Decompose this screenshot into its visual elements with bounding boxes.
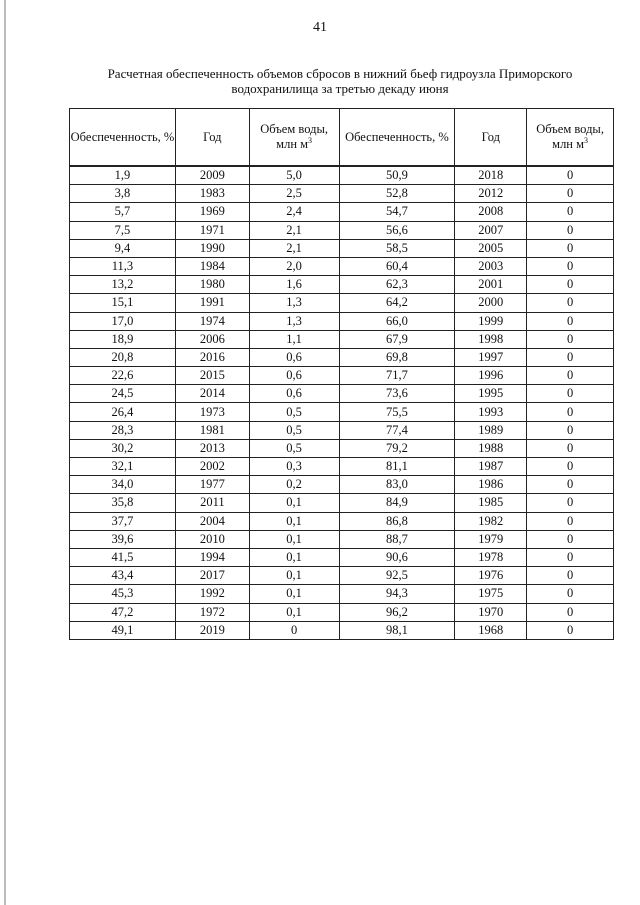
table-row	[70, 330, 614, 348]
table-cell: 1,3	[249, 312, 339, 330]
table-cell: 1987	[455, 458, 527, 476]
table-cell: 0	[527, 585, 614, 603]
table-cell: 0	[527, 403, 614, 421]
table-row	[70, 439, 614, 457]
table-cell: 1978	[455, 548, 527, 566]
table-cell: 0	[527, 221, 614, 239]
table-cell: 1988	[455, 439, 527, 457]
table-cell: 2007	[455, 221, 527, 239]
table-cell: 30,2	[70, 439, 176, 457]
table-cell: 45,3	[70, 585, 176, 603]
table-body	[70, 166, 614, 639]
table-cell: 71,7	[339, 367, 455, 385]
table-cell: 1986	[455, 476, 527, 494]
table-cell: 0,5	[249, 421, 339, 439]
table-cell: 0	[527, 439, 614, 457]
table-cell: 2,1	[249, 239, 339, 257]
table-cell: 9,4	[70, 239, 176, 257]
table-cell: 0	[527, 421, 614, 439]
table-cell: 41,5	[70, 548, 176, 566]
table-cell: 0	[249, 621, 339, 639]
table-row	[70, 476, 614, 494]
table-cell: 3,8	[70, 185, 176, 203]
table-cell: 11,3	[70, 257, 176, 275]
table-cell: 32,1	[70, 458, 176, 476]
table-cell: 0	[527, 476, 614, 494]
table-cell: 1,3	[249, 294, 339, 312]
table-cell: 0	[527, 185, 614, 203]
table-cell: 1999	[455, 312, 527, 330]
table-cell: 1980	[175, 276, 249, 294]
table-cell: 94,3	[339, 585, 455, 603]
table-cell: 66,0	[339, 312, 455, 330]
table-cell: 62,3	[339, 276, 455, 294]
table-cell: 0	[527, 330, 614, 348]
table-row	[70, 603, 614, 621]
table-cell: 50,9	[339, 166, 455, 185]
table-cell: 54,7	[339, 203, 455, 221]
data-table	[69, 108, 614, 640]
table-cell: 2005	[455, 239, 527, 257]
title-line-1: Расчетная обеспеченность объемов сбросов в нижний бьеф гидроузла Приморского	[107, 66, 573, 81]
table-cell: 0,5	[249, 403, 339, 421]
table-cell: 18,9	[70, 330, 176, 348]
table-cell: 1977	[175, 476, 249, 494]
table-cell: 0,6	[249, 348, 339, 366]
table-row	[70, 348, 614, 366]
table-cell: 47,2	[70, 603, 176, 621]
table-cell: 0	[527, 294, 614, 312]
table-cell: 17,0	[70, 312, 176, 330]
table-cell: 0	[527, 257, 614, 275]
table-cell: 98,1	[339, 621, 455, 639]
table-cell: 0,6	[249, 367, 339, 385]
table-cell: 1971	[175, 221, 249, 239]
table-cell: 1981	[175, 421, 249, 439]
table-cell: 2011	[175, 494, 249, 512]
table-cell: 43,4	[70, 567, 176, 585]
table-row	[70, 257, 614, 275]
table-cell: 1974	[175, 312, 249, 330]
table-row	[70, 567, 614, 585]
table-cell: 2,4	[249, 203, 339, 221]
table-cell: 1995	[455, 385, 527, 403]
table-cell: 0	[527, 458, 614, 476]
table-cell: 58,5	[339, 239, 455, 257]
table-row	[70, 312, 614, 330]
table-row	[70, 276, 614, 294]
table-cell: 34,0	[70, 476, 176, 494]
table-row	[70, 530, 614, 548]
table-cell: 1969	[175, 203, 249, 221]
header-year-2: Год	[455, 109, 527, 167]
table-cell: 1998	[455, 330, 527, 348]
table-cell: 60,4	[339, 257, 455, 275]
table-cell: 5,0	[249, 166, 339, 185]
table-cell: 2012	[455, 185, 527, 203]
table-cell: 1983	[175, 185, 249, 203]
table-row	[70, 221, 614, 239]
table-row	[70, 548, 614, 566]
table-cell: 13,2	[70, 276, 176, 294]
table-cell: 26,4	[70, 403, 176, 421]
table-cell: 1996	[455, 367, 527, 385]
table-cell: 1976	[455, 567, 527, 585]
table-cell: 15,1	[70, 294, 176, 312]
table-row	[70, 585, 614, 603]
table-cell: 7,5	[70, 221, 176, 239]
title-line-2: водохранилища за третью декаду июня	[231, 81, 449, 96]
table-cell: 92,5	[339, 567, 455, 585]
table-cell: 1984	[175, 257, 249, 275]
table-cell: 83,0	[339, 476, 455, 494]
table-cell: 0	[527, 276, 614, 294]
table-cell: 37,7	[70, 512, 176, 530]
table-cell: 2018	[455, 166, 527, 185]
table-cell: 1,6	[249, 276, 339, 294]
table-cell: 2010	[175, 530, 249, 548]
table-cell: 0	[527, 567, 614, 585]
document-title	[60, 66, 620, 96]
table-cell: 0,1	[249, 585, 339, 603]
table-cell: 28,3	[70, 421, 176, 439]
table-cell: 1997	[455, 348, 527, 366]
table-row	[70, 294, 614, 312]
table-cell: 2,0	[249, 257, 339, 275]
table-cell: 1,9	[70, 166, 176, 185]
table-cell: 0	[527, 166, 614, 185]
table-cell: 73,6	[339, 385, 455, 403]
table-cell: 1979	[455, 530, 527, 548]
table-cell: 0,1	[249, 530, 339, 548]
table-cell: 0,5	[249, 439, 339, 457]
table-row	[70, 403, 614, 421]
table-cell: 2001	[455, 276, 527, 294]
table-row	[70, 239, 614, 257]
table-cell: 0	[527, 239, 614, 257]
table-cell: 0,1	[249, 512, 339, 530]
table-cell: 0,1	[249, 494, 339, 512]
table-cell: 2019	[175, 621, 249, 639]
table-cell: 0	[527, 512, 614, 530]
table-cell: 0	[527, 367, 614, 385]
table-cell: 90,6	[339, 548, 455, 566]
table-cell: 0,1	[249, 548, 339, 566]
table-row	[70, 185, 614, 203]
table-cell: 20,8	[70, 348, 176, 366]
table-cell: 1985	[455, 494, 527, 512]
table-row	[70, 367, 614, 385]
table-cell: 0	[527, 348, 614, 366]
table-cell: 96,2	[339, 603, 455, 621]
table-cell: 86,8	[339, 512, 455, 530]
table-row	[70, 203, 614, 221]
table-cell: 2004	[175, 512, 249, 530]
table-cell: 2,1	[249, 221, 339, 239]
table-row	[70, 458, 614, 476]
table-cell: 0	[527, 530, 614, 548]
header-probability-2: Обеспеченность, %	[339, 109, 455, 167]
table-cell: 2015	[175, 367, 249, 385]
table-cell: 39,6	[70, 530, 176, 548]
table-row	[70, 166, 614, 185]
table-cell: 84,9	[339, 494, 455, 512]
header-volume-2: Объем воды, млн $м^3$	[527, 109, 614, 167]
table-cell: 24,5	[70, 385, 176, 403]
table-cell: 2,5	[249, 185, 339, 203]
table-cell: 0	[527, 603, 614, 621]
table-row	[70, 621, 614, 639]
table-header-row	[70, 109, 614, 167]
table-cell: 1973	[175, 403, 249, 421]
page-edge-line	[4, 0, 6, 905]
table-cell: 2009	[175, 166, 249, 185]
table-cell: 1968	[455, 621, 527, 639]
table-cell: 1970	[455, 603, 527, 621]
table-cell: 0,6	[249, 385, 339, 403]
header-volume-1: Объем воды, млн $м^3$	[249, 109, 339, 167]
table-cell: 2016	[175, 348, 249, 366]
table-cell: 2014	[175, 385, 249, 403]
table-cell: 1982	[455, 512, 527, 530]
table-row	[70, 494, 614, 512]
table-cell: 67,9	[339, 330, 455, 348]
table-cell: 75,5	[339, 403, 455, 421]
table-cell: 1972	[175, 603, 249, 621]
table-cell: 0	[527, 494, 614, 512]
table-cell: 0,1	[249, 603, 339, 621]
table-cell: 49,1	[70, 621, 176, 639]
table-cell: 88,7	[339, 530, 455, 548]
table-cell: 2002	[175, 458, 249, 476]
table-cell: 77,4	[339, 421, 455, 439]
table-cell: 0,1	[249, 567, 339, 585]
table-cell: 2003	[455, 257, 527, 275]
table-cell: 2000	[455, 294, 527, 312]
table-cell: 81,1	[339, 458, 455, 476]
page-number: 41	[313, 20, 327, 35]
table-cell: 22,6	[70, 367, 176, 385]
table-cell: 79,2	[339, 439, 455, 457]
table-cell: 0	[527, 312, 614, 330]
table-cell: 5,7	[70, 203, 176, 221]
table-cell: 1994	[175, 548, 249, 566]
table-cell: 35,8	[70, 494, 176, 512]
table-cell: 2017	[175, 567, 249, 585]
table-cell: 2008	[455, 203, 527, 221]
table-cell: 0	[527, 548, 614, 566]
table-row	[70, 512, 614, 530]
table-cell: 2013	[175, 439, 249, 457]
header-probability-1: Обеспеченность, %	[70, 109, 176, 167]
table-cell: 1993	[455, 403, 527, 421]
table-cell: 52,8	[339, 185, 455, 203]
table-cell: 69,8	[339, 348, 455, 366]
table-cell: 1,1	[249, 330, 339, 348]
table-cell: 1975	[455, 585, 527, 603]
table-cell: 56,6	[339, 221, 455, 239]
table-cell: 64,2	[339, 294, 455, 312]
table-cell: 0	[527, 203, 614, 221]
table-cell: 2006	[175, 330, 249, 348]
table-cell: 0	[527, 621, 614, 639]
table-cell: 1992	[175, 585, 249, 603]
table-cell: 1989	[455, 421, 527, 439]
table-cell: 0	[527, 385, 614, 403]
table-row	[70, 385, 614, 403]
table-cell: 0,2	[249, 476, 339, 494]
header-year-1: Год	[175, 109, 249, 167]
table-cell: 0,3	[249, 458, 339, 476]
table-row	[70, 421, 614, 439]
table-cell: 1990	[175, 239, 249, 257]
table-cell: 1991	[175, 294, 249, 312]
